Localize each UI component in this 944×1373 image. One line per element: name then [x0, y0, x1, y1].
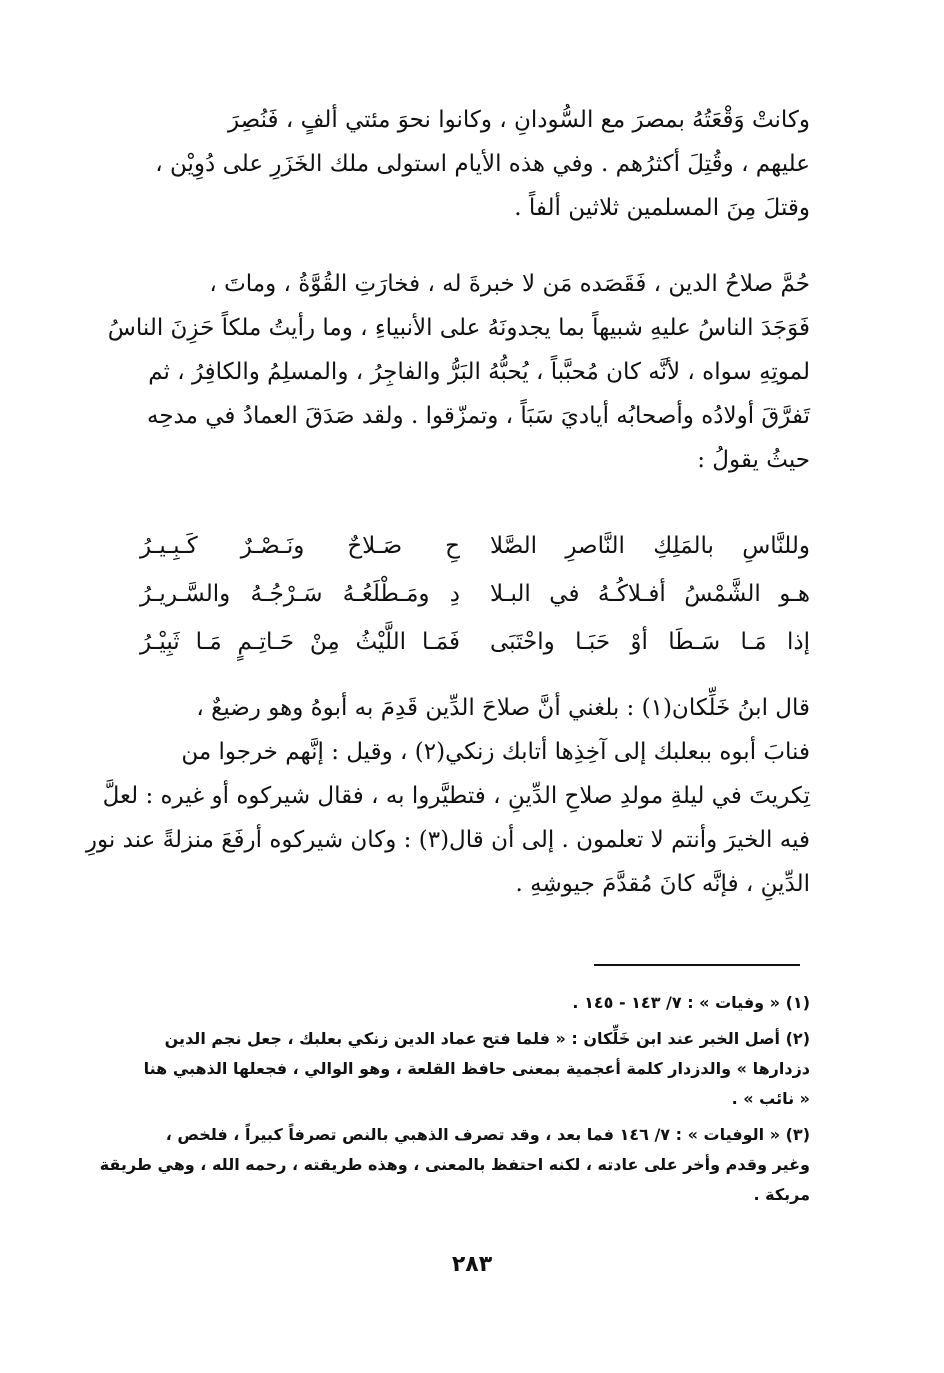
poem-verse	[140, 522, 810, 570]
text-line: تِكريتَ في ليلةِ مولدِ صلاحِ الدِّينِ ، فتطيَّروا به ، فقال شيركوه أو غيره : لعلَّ	[102, 783, 810, 809]
footnote-line: (٢) أصل الخبر عند ابن خَلِّكان : « فلما فتح عماد الدين زنكي بعلبك ، جعل نجم الدين	[164, 1029, 810, 1048]
poem-verse	[140, 618, 810, 666]
paragraph-3	[85, 686, 810, 906]
footnote-line: « نائب » .	[731, 1089, 810, 1108]
footnote-line: (٣) « الوفيات » : ٧/ ١٤٦ فما بعد ، وقد تصرف الذهبي بالنص تصرفاً كبيراً ، فلخص ،	[165, 1125, 810, 1144]
text-line: فيه الخيرَ وأنتم لا تعلمون . إلى أن قال(٣) : وكان شيركوه أرفَعَ منزلةً عند نورِ	[85, 827, 810, 853]
paragraph-2	[107, 262, 810, 482]
footnote-divider	[594, 964, 800, 966]
footnote-line: (١) « وفيات » : ٧/ ١٤٣ - ١٤٥ .	[572, 993, 810, 1012]
verse-first-hemistich: وللنَّاسِ بالمَلِكِ النَّاصرِ الصَّلا	[490, 533, 810, 559]
paragraph-1	[140, 98, 810, 230]
text-line: لموتِهِ سواه ، لأنَّه كان مُحبَّباً ، يُحبُّهُ البَرُّ والفاجِرُ ، والمسلِمُ والكافِرُ ، ثم	[148, 359, 810, 385]
text-line: وقتلَ مِنَ المسلمين ثلاثين ألفاً .	[514, 195, 810, 221]
poem	[140, 522, 810, 666]
poem-verse	[140, 570, 810, 618]
verse-second-hemistich: دِ ومَـطْلَعُـهُ سَـرْجُـهُ والسَّـريـرُ	[140, 581, 460, 607]
footnote-1	[140, 988, 810, 1018]
text-line: الدِّينِ ، فإنَّه كانَ مُقدَّمَ جيوشِهِ .	[515, 871, 810, 897]
footnote-2	[140, 1024, 810, 1114]
footnote-line: مربكة .	[753, 1185, 810, 1204]
page-number: ٢٨٣	[451, 1252, 493, 1277]
text-line: وكانتْ وَقْعَتُهُ بمصرَ مع السُّودانِ ، وكانوا نحوَ مئتي ألفٍ ، فَنُصِرَ	[227, 107, 810, 133]
text-line: عليهم ، وقُتِلَ أكثرُهم . وفي هذه الأيام استولى ملك الخَزَرِ على دُوِيْن ،	[155, 151, 810, 177]
verse-second-hemistich: حِ صَـلاحٌ ونَـصْـرٌ كَـبِـيـرُ	[140, 533, 460, 559]
footnote-line: وغير وقدم وأخر على عادته ، لكنه احتفظ بالمعنى ، وهذه طريقته ، رحمه الله ، وهي طريقة	[99, 1155, 810, 1174]
verse-first-hemistich: إذا مَـا سَـطَا أوْ حَبَـا واحْتَبَى	[490, 629, 810, 655]
text-line: تَفرَّقَ أولادُه وأصحابُه أياديَ سَبَاً ، وتمزّقوا . ولقد صَدَقَ العمادُ في مدحِه	[146, 403, 810, 429]
footnote-3	[99, 1120, 810, 1210]
footnotes	[99, 988, 810, 1216]
text-line: فنابَ أبوه ببعلبك إلى آخِذِها أتابك زنكي(٢) ، وقيل : إنَّهم خرجوا من	[181, 739, 810, 765]
verse-first-hemistich: هـو الشَّمْسُ أفـلاكُـهُ في البـلا	[490, 581, 810, 607]
text-line: حُمَّ صلاحُ الدين ، فَقَصَده مَن لا خبرةَ له ، فخارَتِ القُوَّةُ ، وماتَ ،	[209, 271, 810, 297]
footnote-line: دزدارها » والدزدار كلمة أعجمية بمعنى حافظ القلعة ، وهو الوالي ، فجعلها الذهبي هنا	[143, 1059, 810, 1078]
text-line: قال ابنُ خَلِّكان(١) : بلغني أنَّ صلاحَ الدِّين قَدِمَ به أبوهُ وهو رضيعٌ ،	[196, 695, 810, 721]
verse-second-hemistich: فَمَـا اللَّيْثُ مِنْ حَـاتِـمٍ مَـا ثَبِيْـرُ	[140, 629, 460, 655]
text-line: حيثُ يقولُ :	[697, 447, 810, 473]
text-line: فَوَجَدَ الناسُ عليهِ شبيهاً بما يجدونَهُ على الأنبياءِ ، وما رأيتُ ملكاً حَزِنَ الناسُ	[107, 315, 810, 341]
